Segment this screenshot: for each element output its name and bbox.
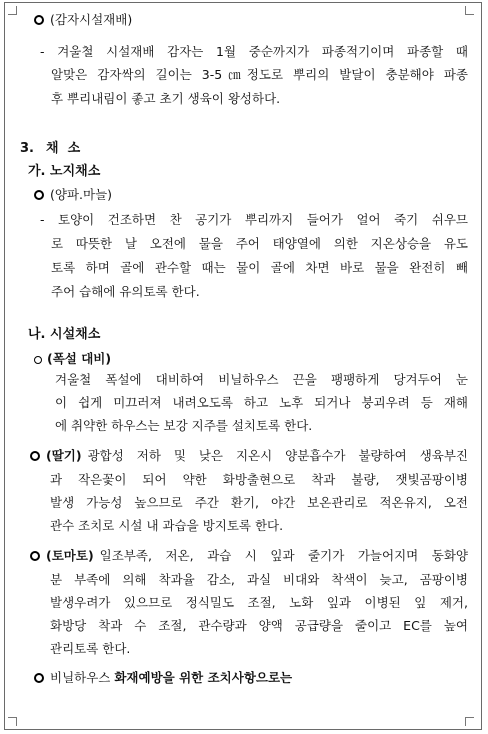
strawberry-line-2: 과 작은꽃이 되어 약한 화방출현으로 착과 불량, 잿빛곰팡이병 — [50, 472, 468, 487]
section-3-heading — [20, 141, 80, 157]
potato-paragraph-line-1: - 겨울철 시설재배 감자는 1월 중순까지가 파종적기이며 파종할 때 — [40, 44, 468, 59]
strawberry-line-3: 발생 가능성 높으므로 주간 환기, 야간 보온관리로 적온유지, 오전 — [50, 495, 468, 510]
snow-paragraph-line-1: 겨울철 폭설에 대비하여 비닐하우스 끈을 팽팽하게 당겨두어 눈 — [55, 372, 468, 387]
onion-paragraph-line-3: 토록 하며 골에 관수할 때는 물이 골에 차면 바로 물을 완전히 빼 — [51, 260, 468, 275]
tomato-line-1: (토마토) 일조부족, 저온, 과습 시 잎과 줄기가 가늘어지며 동화양 — [30, 548, 468, 564]
circle-bullet-icon — [34, 15, 44, 25]
subsection-na-heading: 나. 시설채소 — [28, 327, 101, 342]
snow-bullet-line — [34, 351, 111, 367]
section-number: 3. — [20, 141, 34, 156]
tomato-label: (토마토) — [46, 548, 94, 563]
crop-mark-bottom-right — [465, 717, 474, 726]
circle-bullet-icon — [30, 451, 40, 461]
onion-heading: (양파.마늘) — [50, 187, 113, 202]
potato-bullet-line — [34, 12, 132, 28]
strawberry-label: (딸기) — [46, 448, 82, 463]
snow-paragraph-line-2: 이 쉽게 미끄러져 내려오도록 하고 노후 되거나 붕괴우려 등 재해 — [55, 395, 468, 410]
circle-bullet-icon — [34, 190, 44, 200]
potato-heading: (감자시설재배) — [50, 12, 133, 27]
strawberry-line-4: 관수 조치로 시설 내 과습을 방지토록 한다. — [50, 518, 284, 533]
onion-bullet-line — [34, 187, 112, 203]
crop-mark-top-left — [8, 6, 17, 15]
fire-heading: 화재예방을 위한 조치사항으로는 — [114, 670, 293, 685]
fire-prevention-line — [34, 670, 292, 686]
section-title: 채 소 — [45, 141, 81, 156]
potato-paragraph-line-3: 후 뿌리내림이 좋고 초기 생육이 왕성하다. — [51, 91, 281, 106]
strawberry-line-1: (딸기) 광합성 저하 및 낮은 지온시 양분흡수가 불량하여 생육부진 — [30, 448, 468, 464]
tomato-line-3: 발생우려가 있으므로 정식밀도 조절, 노화 잎과 이병된 잎 제거, — [50, 595, 468, 610]
crop-mark-bottom-left — [8, 717, 17, 726]
onion-paragraph-line-2: 로 따뜻한 날 오전에 물을 주어 태양열에 의한 지온상승을 유도 — [51, 236, 468, 251]
potato-paragraph-line-2: 알맞은 감자싹의 길이는 3-5㎝정도로 뿌리의 발달이 충분해야 파종 — [51, 67, 468, 82]
snow-heading: (폭설 대비) — [47, 351, 112, 366]
circle-bullet-icon — [34, 356, 42, 364]
snow-paragraph-line-3: 에 취약한 하우스는 보강 지주를 설치토록 한다. — [55, 418, 313, 433]
tomato-line-5: 관리토록 한다. — [50, 641, 131, 656]
crop-mark-top-right — [465, 6, 474, 15]
tomato-line-2: 분 부족에 의해 착과율 감소, 과실 비대와 착색이 늦고, 곰팡이병 — [50, 572, 468, 587]
onion-paragraph-line-1: - 토양이 건조하면 찬 공기가 뿌리까지 들어가 얼어 죽기 쉬우므 — [40, 212, 468, 227]
subsection-ga-heading: 가. 노지채소 — [28, 164, 101, 179]
tomato-line-4: 화방당 착과 수 조절, 관수량과 양액 공급량을 줄이고 EC를 높여 — [50, 618, 468, 633]
circle-bullet-icon — [30, 551, 40, 561]
circle-bullet-icon — [34, 673, 44, 683]
onion-paragraph-line-4: 주어 습해에 유의토록 한다. — [51, 284, 200, 299]
fire-prefix: 비닐하우스 — [50, 670, 115, 685]
